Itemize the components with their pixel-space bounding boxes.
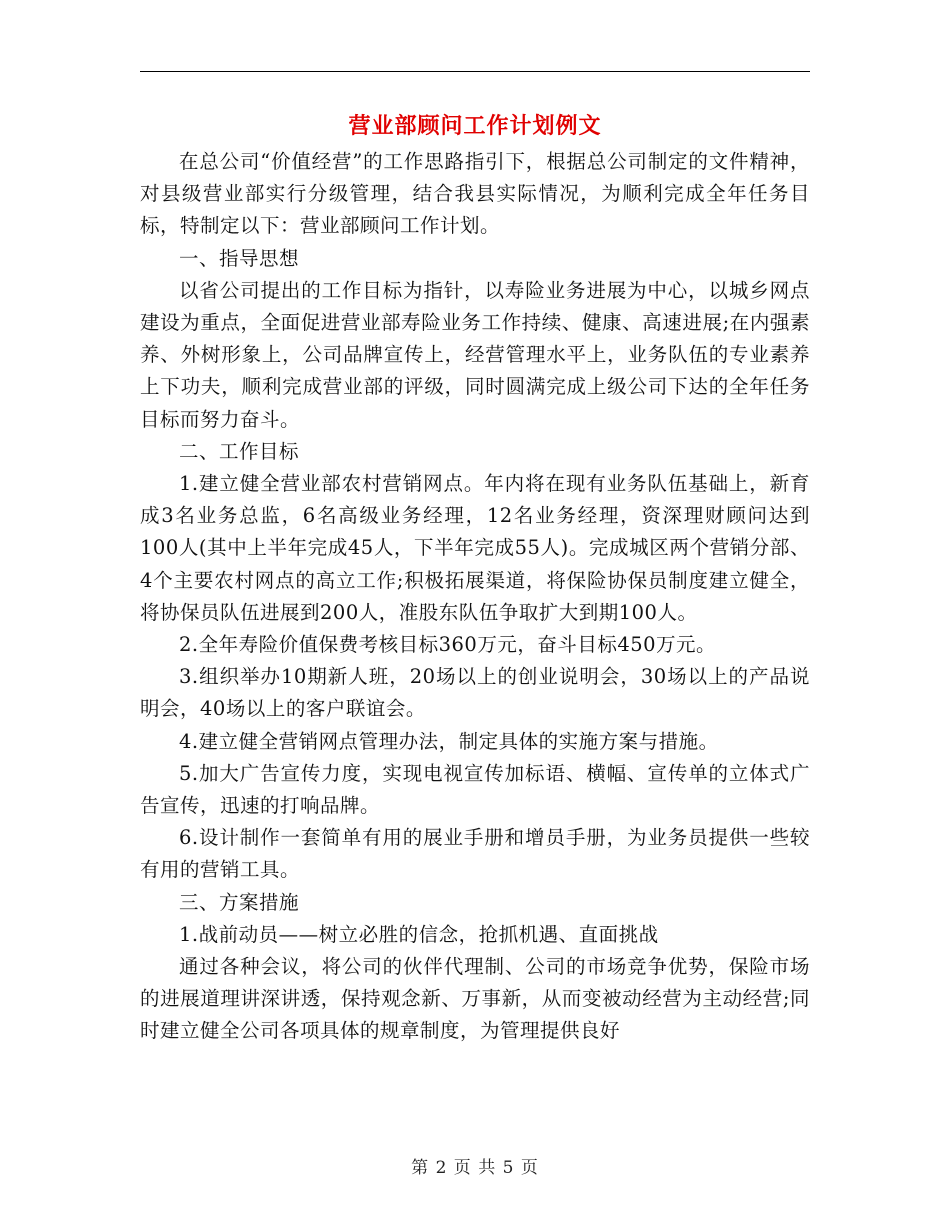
paragraph-goal-2: 2.全年寿险价值保费考核目标360万元，奋斗目标450万元。 xyxy=(179,633,717,657)
paragraph-goal-3: 3.组织举办10期新人班，20场以上的创业说明会，30场以上的产品说明会，40场以上的客户联谊会。 xyxy=(140,665,810,721)
section-heading-work-goals: 二、工作目标 xyxy=(179,439,300,463)
paragraph-guiding-thought: 以省公司提出的工作目标为指针，以寿险业务进展为中心，以城乡网点建设为重点，全面促进营业部寿险业务工作持续、健康、高速进展;在内强素养、外树形象上，公司品牌宣传上，经营管理水平上，业务队伍的专业素养上下功夫，顺利完成营业部的评级，同时圆满完成上级公司下达的全年任务目标而努力奋斗。 xyxy=(140,278,810,431)
paragraph-goal-5: 5.加大广告宣传力度，实现电视宣传加标语、横幅、宣传单的立体式广告宣传，迅速的打响品牌。 xyxy=(140,761,810,818)
paragraph-measure-1-body: 通过各种会议，将公司的伙伴代理制、公司的市场竞争优势，保险市场的进展道理讲深讲透，保持观念新、万事新，从而变被动经营为主动经营;同时建立健全公司各项具体的规章制度，为管理提供良好 xyxy=(140,955,810,1043)
paragraph-intro: 在总公司“价值经营”的工作思路指引下，根据总公司制定的文件精神，对县级营业部实行分级管理，结合我县实际情况，为顺利完成全年任务目标，特制定以下：营业部顾问工作计划。 xyxy=(140,150,810,238)
paragraph-measure-1-heading: 1.战前动员——树立必胜的信念，抢抓机遇、直面挑战 xyxy=(179,922,659,946)
paragraph-goal-6: 6.设计制作一套简单有用的展业手册和增员手册，为业务员提供一些较有用的营销工具。 xyxy=(140,826,810,882)
header-rule xyxy=(140,71,810,72)
document-body xyxy=(140,146,810,1048)
paragraph-goal-1: 1.建立健全营业部农村营销网点。年内将在现有业务队伍基础上，新育成3名业务总监，6名高级业务经理，12名业务经理，资深理财顾问达到100人(其中上半年完成45人，下半年完成55人)。完成城区两个营销分部、4个主要农村网点的高立工作;积极拓展渠道，将保险协保员制度建立健全，将协保员队伍进展到200人，准股东队伍争取扩大到期100人。 xyxy=(140,472,810,624)
section-heading-guiding-thought: 一、指导思想 xyxy=(179,246,300,270)
document-title: 营业部顾问工作计划例文 xyxy=(348,113,602,139)
paragraph-goal-4: 4.建立健全营销网点管理办法，制定具体的实施方案与措施。 xyxy=(179,729,719,753)
section-heading-plan-measures: 三、方案措施 xyxy=(179,890,300,914)
page-number-footer: 第 2 页 共 5 页 xyxy=(411,1158,539,1178)
